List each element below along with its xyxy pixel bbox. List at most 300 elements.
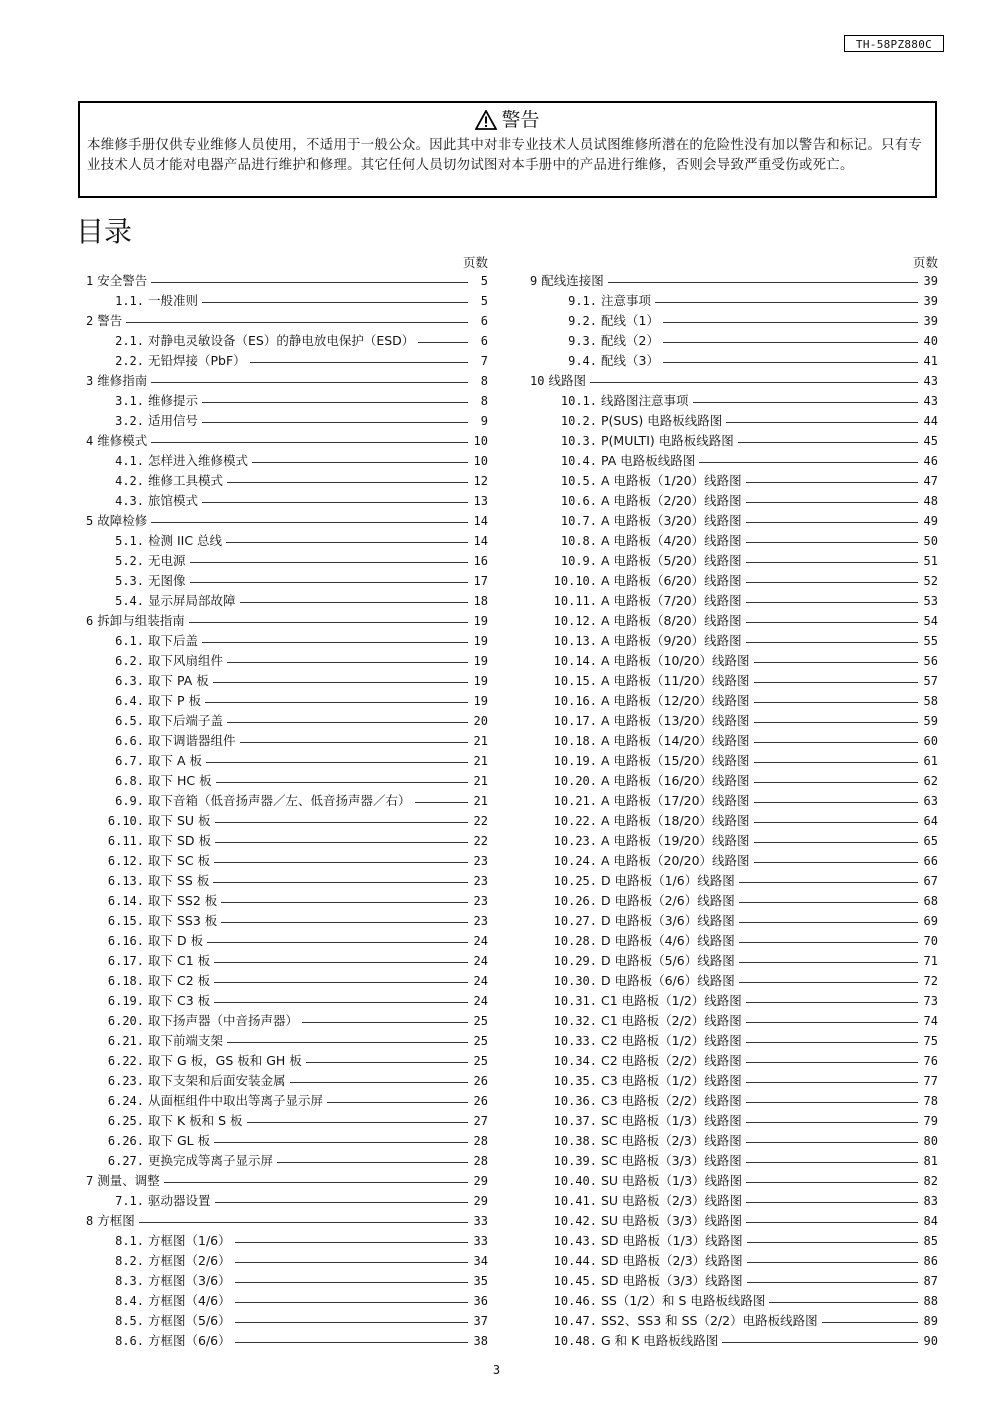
toc-leader-line: [746, 582, 918, 583]
toc-entry-number: 10.13.: [553, 634, 597, 648]
toc-entry-title: PA 电路板线路图: [601, 453, 696, 468]
toc-entry[interactable]: [86, 1191, 488, 1211]
toc-leader-line: [214, 1002, 468, 1003]
toc-entry-number: 8.5.: [115, 1314, 144, 1328]
toc-entry-title: C2 电路板（2/2）线路图: [601, 1053, 742, 1068]
toc-leader-line: [214, 962, 468, 963]
toc-entry-page: 9: [480, 414, 488, 428]
toc-entry-title: 取下风扇组件: [148, 653, 224, 668]
toc-entry-title: 配线连接图: [541, 273, 604, 288]
toc-entry-title: 取下 SU 板: [148, 813, 211, 828]
toc-entry[interactable]: [530, 1011, 938, 1031]
toc-leader-line: [746, 1102, 918, 1103]
toc-entry[interactable]: [530, 651, 938, 671]
toc-entry-title: SU 电路板（3/3）线路图: [601, 1213, 743, 1228]
toc-leader-line: [214, 982, 468, 983]
toc-entry[interactable]: [530, 951, 938, 971]
toc-leader-line: [235, 1342, 468, 1343]
toc-entry-title: 检测 IIC 总线: [148, 533, 223, 548]
toc-leader-line: [738, 442, 918, 443]
toc-entry-page: 19: [473, 654, 488, 668]
toc-entry[interactable]: [530, 671, 938, 691]
toc-entry-title: 方框图（2/6）: [148, 1253, 231, 1268]
toc-entry[interactable]: [86, 1291, 488, 1311]
toc-entry-page: 21: [473, 734, 488, 748]
toc-entry[interactable]: [530, 731, 938, 751]
toc-leader-line: [663, 362, 918, 363]
toc-entry-number: 2.1.: [115, 334, 144, 348]
toc-entry-title: 测量、调整: [97, 1173, 160, 1188]
toc-entry[interactable]: [86, 731, 488, 751]
toc-entry[interactable]: [530, 571, 938, 591]
toc-entry-title: SC 电路板（3/3）线路图: [601, 1153, 742, 1168]
toc-entry[interactable]: [530, 1211, 938, 1231]
toc-entry-title: 取下 D 板: [148, 933, 204, 948]
toc-entry[interactable]: [86, 1311, 488, 1331]
toc-entry-number: 10.37.: [553, 1114, 597, 1128]
toc-leader-line: [151, 442, 468, 443]
warning-text: 本维修手册仅供专业维修人员使用，不适用于一般公众。因此其中对非专业技术人员试图维修所潜在的危险性没有加以警告和标记。只有专业技术人员才能对电器产品进行维护和修理。其它任何人员切勿试图对本手册中的产品进行维修，否则会导致严重受伤或死亡。: [87, 138, 923, 173]
toc-entry-title: 取下音箱（低音扬声器／左、低音扬声器／右）: [148, 793, 411, 808]
toc-entry[interactable]: [530, 871, 938, 891]
toc-leader-line: [747, 1262, 918, 1263]
toc-entry[interactable]: [86, 951, 488, 971]
toc-entry[interactable]: [86, 1071, 488, 1091]
toc-leader-line: [747, 1242, 918, 1243]
toc-entry-title: SC 电路板（2/3）线路图: [601, 1133, 742, 1148]
toc-entry-number: 10.33.: [553, 1034, 597, 1048]
toc-entry-title: A 电路板（2/20）线路图: [601, 493, 742, 508]
toc-entry[interactable]: [86, 591, 488, 611]
toc-leader-line: [151, 522, 468, 523]
toc-entry-title: 取下 SS 板: [148, 873, 210, 888]
toc-entry-number: 6.4.: [115, 694, 144, 708]
toc-entry-title: 更换完成等离子显示屏: [148, 1153, 274, 1168]
toc-leader-line: [754, 822, 918, 823]
toc-entry-number: 6.12.: [107, 854, 144, 868]
toc-entry-title: 无铅焊接（PbF）: [148, 353, 246, 368]
toc-entry-number: 6.2.: [115, 654, 144, 668]
toc-entry-title: 取下 GL 板: [148, 1133, 211, 1148]
toc-entry-page: 8: [480, 374, 488, 388]
toc-leader-line: [746, 1122, 918, 1123]
toc-leader-line: [754, 682, 918, 683]
toc-entry-page: 22: [473, 834, 488, 848]
toc-entry[interactable]: [86, 511, 488, 531]
toc-entry-title: 取下 HC 板: [148, 773, 212, 788]
toc-entry[interactable]: [86, 331, 488, 351]
toc-entry-page: 28: [473, 1154, 488, 1168]
toc-leader-line: [747, 1282, 918, 1283]
toc-leader-line: [746, 542, 918, 543]
toc-entry-number: 10.34.: [553, 1054, 597, 1068]
toc-entry[interactable]: [530, 971, 938, 991]
toc-entry-page: 7: [480, 354, 488, 368]
toc-entry-number: 8.6.: [115, 1334, 144, 1348]
toc-entry-page: 24: [473, 954, 488, 968]
toc-entry-page: 41: [923, 354, 938, 368]
toc-entry[interactable]: [86, 851, 488, 871]
toc-entry-title: 配线（1）: [601, 313, 659, 328]
toc-entry-page: 43: [923, 374, 938, 388]
toc-entry[interactable]: [530, 831, 938, 851]
toc-entry-number: 10.24.: [553, 854, 597, 868]
toc-entry-page: 85: [923, 1234, 938, 1248]
toc-entry[interactable]: [530, 1331, 938, 1351]
toc-entry[interactable]: [86, 1271, 488, 1291]
toc-leader-line: [754, 842, 918, 843]
toc-entry[interactable]: [86, 431, 488, 451]
toc-entry-page: 52: [923, 574, 938, 588]
toc-entry[interactable]: [86, 911, 488, 931]
toc-entry[interactable]: [86, 311, 488, 331]
toc-entry[interactable]: [530, 331, 938, 351]
toc-entry-page: 76: [923, 1054, 938, 1068]
toc-entry-title: 方框图（4/6）: [148, 1293, 231, 1308]
toc-entry[interactable]: [86, 671, 488, 691]
toc-entry[interactable]: [86, 971, 488, 991]
toc-entry-page: 66: [923, 854, 938, 868]
toc-entry-number: 10.20.: [553, 774, 597, 788]
toc-entry-title: 从面框组件中取出等离子显示屏: [148, 1093, 324, 1108]
toc-entry-number: 10.47.: [553, 1314, 597, 1328]
toc-entry[interactable]: [86, 811, 488, 831]
toc-entry[interactable]: [530, 531, 938, 551]
toc-entry-page: 84: [923, 1214, 938, 1228]
toc-entry[interactable]: [86, 371, 488, 391]
toc-leader-line: [746, 1002, 918, 1003]
toc-leader-line: [693, 402, 918, 403]
toc-entry[interactable]: [530, 1191, 938, 1211]
toc-entry-title: A 电路板（18/20）线路图: [601, 813, 750, 828]
toc-entry[interactable]: [530, 891, 938, 911]
toc-leader-line: [247, 1122, 468, 1123]
toc-leader-line: [151, 282, 468, 283]
toc-entry-page: 78: [923, 1094, 938, 1108]
toc-entry[interactable]: [86, 651, 488, 671]
toc-entry-title: 显示屏局部故障: [148, 593, 236, 608]
toc-entry[interactable]: [530, 291, 938, 311]
toc-entry[interactable]: [86, 1211, 488, 1231]
toc-entry-page: 16: [473, 554, 488, 568]
toc-entry-page: 37: [473, 1314, 488, 1328]
toc-entry[interactable]: [530, 1231, 938, 1251]
toc-entry-page: 23: [473, 854, 488, 868]
toc-leader-line: [235, 1242, 468, 1243]
toc-entry[interactable]: [530, 691, 938, 711]
page-label-right: 页数: [912, 255, 938, 270]
toc-entry-number: 10.5.: [560, 474, 597, 488]
toc-entry-page: 81: [923, 1154, 938, 1168]
toc-entry-number: 6.26.: [107, 1134, 144, 1148]
toc-entry[interactable]: [86, 411, 488, 431]
toc-entry-number: 10.31.: [553, 994, 597, 1008]
toc-entry-page: 67: [923, 874, 938, 888]
toc-leader-line: [235, 1302, 468, 1303]
toc-entry[interactable]: [530, 1251, 938, 1271]
toc-entry[interactable]: [86, 1331, 488, 1351]
toc-entry[interactable]: [530, 491, 938, 511]
toc-entry-page: 77: [923, 1074, 938, 1088]
toc-entry-title: SU 电路板（2/3）线路图: [601, 1193, 743, 1208]
toc-entry[interactable]: [86, 391, 488, 411]
toc-leader-line: [746, 602, 918, 603]
toc-entry-number: 8.2.: [115, 1254, 144, 1268]
toc-entry[interactable]: [86, 631, 488, 651]
toc-entry[interactable]: [86, 1171, 488, 1191]
toc-entry-page: 23: [473, 914, 488, 928]
toc-leader-line: [227, 1042, 468, 1043]
toc-entry[interactable]: [530, 1151, 938, 1171]
toc-leader-line: [746, 1042, 918, 1043]
toc-entry[interactable]: [86, 1051, 488, 1071]
toc-entry-number: 6.23.: [107, 1074, 144, 1088]
toc-entry[interactable]: [530, 1071, 938, 1091]
toc-entry-page: 82: [923, 1174, 938, 1188]
toc-entry-title: 线路图: [548, 373, 586, 388]
toc-entry[interactable]: [530, 1271, 938, 1291]
toc-entry[interactable]: [86, 891, 488, 911]
toc-entry-number: 10.12.: [553, 614, 597, 628]
toc-entry-page: 54: [923, 614, 938, 628]
toc-entry-number: 3: [86, 374, 94, 388]
toc-entry-title: 取下调谐器组件: [148, 733, 236, 748]
toc-entry[interactable]: [530, 751, 938, 771]
toc-leader-line: [240, 602, 468, 603]
toc-entry[interactable]: [86, 1251, 488, 1271]
toc-entry[interactable]: [86, 451, 488, 471]
toc-entry-title: 取下 SC 板: [148, 853, 211, 868]
toc-entry[interactable]: [530, 791, 938, 811]
toc-entry-page: 23: [473, 894, 488, 908]
toc-entry-page: 23: [473, 874, 488, 888]
toc-entry-number: 4.2.: [115, 474, 144, 488]
toc-entry[interactable]: [530, 391, 938, 411]
toc-entry[interactable]: [530, 1131, 938, 1151]
toc-entry[interactable]: [530, 1031, 938, 1051]
toc-entry[interactable]: [86, 831, 488, 851]
toc-entry[interactable]: [86, 691, 488, 711]
toc-entry[interactable]: [530, 711, 938, 731]
toc-entry[interactable]: [86, 271, 488, 291]
toc-entry[interactable]: [86, 1131, 488, 1151]
toc-entry-page: 12: [473, 474, 488, 488]
toc-entry-page: 74: [923, 1014, 938, 1028]
toc-entry[interactable]: [530, 351, 938, 371]
toc-entry-page: 21: [473, 754, 488, 768]
toc-entry[interactable]: [86, 471, 488, 491]
toc-entry-page: 19: [473, 674, 488, 688]
toc-leader-line: [252, 462, 468, 463]
toc-entry-page: 27: [473, 1114, 488, 1128]
toc-entry-number: 10.11.: [553, 594, 597, 608]
toc-entry-page: 20: [473, 714, 488, 728]
toc-entry-page: 24: [473, 974, 488, 988]
toc-entry-title: 方框图（6/6）: [148, 1333, 231, 1348]
toc-entry-page: 57: [923, 674, 938, 688]
toc-entry-number: 5.3.: [115, 574, 144, 588]
toc-entry-title: 旅馆模式: [148, 493, 199, 508]
toc-entry-number: 10.18.: [553, 734, 597, 748]
toc-entry-title: SS2、SS3 和 SS（2/2）电路板线路图: [601, 1313, 818, 1328]
toc-leader-line: [215, 822, 468, 823]
toc-entry-title: SU 电路板（1/3）线路图: [601, 1173, 743, 1188]
toc-entry-page: 58: [923, 694, 938, 708]
toc-entry[interactable]: [86, 1011, 488, 1031]
toc-entry-page: 86: [923, 1254, 938, 1268]
toc-entry[interactable]: [86, 571, 488, 591]
toc-entry-page: 50: [923, 534, 938, 548]
toc-entry[interactable]: [530, 931, 938, 951]
toc-entry-title: A 电路板（7/20）线路图: [601, 593, 742, 608]
model-number: TH-58PZ880C: [844, 35, 944, 52]
toc-leader-line: [190, 562, 468, 563]
toc-entry[interactable]: [86, 871, 488, 891]
toc-entry-title: 取下 K 板和 S 板: [148, 1113, 243, 1128]
toc-leader-line: [746, 1062, 918, 1063]
toc-entry-number: 10.48.: [553, 1334, 597, 1348]
toc-entry-title: D 电路板（2/6）线路图: [601, 893, 735, 908]
toc-entry-number: 3.1.: [115, 394, 144, 408]
toc-entry-title: C1 电路板（1/2）线路图: [601, 993, 742, 1008]
toc-entry-title: 警告: [97, 313, 123, 328]
toc-entry[interactable]: [86, 351, 488, 371]
toc-entry-number: 10.44.: [553, 1254, 597, 1268]
toc-entry-number: 2: [86, 314, 94, 328]
toc-entry[interactable]: [86, 1031, 488, 1051]
toc-entry-title: G 和 K 电路板线路图: [601, 1333, 719, 1348]
toc-leader-line: [754, 742, 918, 743]
toc-entry[interactable]: [530, 511, 938, 531]
toc-entry[interactable]: [530, 1051, 938, 1071]
toc-leader-line: [739, 882, 918, 883]
toc-entry-title: 取下 A 板: [148, 753, 202, 768]
toc-entry-title: 取下 G 板，GS 板和 GH 板: [148, 1053, 302, 1068]
toc-entry[interactable]: [530, 371, 938, 391]
toc-leader-line: [746, 1182, 918, 1183]
toc-entry[interactable]: [530, 451, 938, 471]
toc-entry[interactable]: [530, 611, 938, 631]
toc-entry-page: 39: [923, 314, 938, 328]
toc-entry[interactable]: [530, 311, 938, 331]
toc-entry-page: 55: [923, 634, 938, 648]
toc-entry-number: 6.7.: [115, 754, 144, 768]
toc-entry-number: 8.4.: [115, 1294, 144, 1308]
toc-entry-page: 26: [473, 1094, 488, 1108]
toc-leader-line: [235, 1282, 468, 1283]
toc-leader-line: [746, 502, 918, 503]
toc-entry-title: 适用信号: [148, 413, 199, 428]
toc-entry-title: A 电路板（8/20）线路图: [601, 613, 742, 628]
toc-entry-number: 5: [86, 514, 94, 528]
toc-entry[interactable]: [530, 991, 938, 1011]
toc-entry[interactable]: [530, 631, 938, 651]
toc-entry[interactable]: [530, 591, 938, 611]
toc-leader-line: [754, 722, 918, 723]
toc-entry-title: SS（1/2）和 S 电路板线路图: [601, 1293, 766, 1308]
toc-entry-number: 6.21.: [107, 1034, 144, 1048]
toc-entry-page: 28: [473, 1134, 488, 1148]
toc-entry[interactable]: [530, 471, 938, 491]
toc-entry[interactable]: [86, 291, 488, 311]
toc-entry[interactable]: [530, 1171, 938, 1191]
toc-entry[interactable]: [530, 271, 938, 291]
toc-entry[interactable]: [86, 711, 488, 731]
toc-entry[interactable]: [86, 931, 488, 951]
toc-entry-page: 80: [923, 1134, 938, 1148]
toc-leader-line: [227, 482, 468, 483]
toc-leader-line: [151, 382, 468, 383]
toc-entry-number: 4.1.: [115, 454, 144, 468]
toc-leader-line: [754, 862, 918, 863]
toc-entry[interactable]: [530, 1111, 938, 1131]
toc-entry-page: 40: [923, 334, 938, 348]
toc-leader-line: [202, 502, 468, 503]
toc-entry-title: 取下 C1 板: [148, 953, 211, 968]
toc-entry-number: 10.2.: [560, 414, 597, 428]
toc-entry-number: 7: [86, 1174, 94, 1188]
toc-entry-page: 49: [923, 514, 938, 528]
toc-entry[interactable]: [530, 771, 938, 791]
warning-box: [78, 101, 937, 198]
toc-entry[interactable]: [530, 811, 938, 831]
toc-leader-line: [202, 402, 468, 403]
toc-entry[interactable]: [530, 551, 938, 571]
toc-entry-number: 6.14.: [107, 894, 144, 908]
toc-entry-page: 45: [923, 434, 938, 448]
toc-entry-number: 2.2.: [115, 354, 144, 368]
toc-leader-line: [290, 1082, 468, 1083]
toc-leader-line: [754, 782, 918, 783]
toc-entry[interactable]: [86, 791, 488, 811]
toc-entry[interactable]: [530, 1291, 938, 1311]
toc-entry[interactable]: [530, 411, 938, 431]
toc-leader-line: [250, 362, 468, 363]
toc-leader-line: [726, 422, 918, 423]
toc-entry[interactable]: [86, 1151, 488, 1171]
toc-entry[interactable]: [86, 1231, 488, 1251]
toc-entry[interactable]: [86, 551, 488, 571]
toc-entry-title: 取下 C2 板: [148, 973, 211, 988]
toc-entry-number: 10.15.: [553, 674, 597, 688]
toc-leader-line: [739, 982, 918, 983]
toc-entry[interactable]: [530, 851, 938, 871]
toc-entry[interactable]: [530, 911, 938, 931]
toc-leader-line: [590, 382, 918, 383]
toc-entry[interactable]: [530, 431, 938, 451]
toc-entry[interactable]: [86, 771, 488, 791]
toc-entry[interactable]: [86, 991, 488, 1011]
toc-entry[interactable]: [86, 1111, 488, 1131]
toc-entry[interactable]: [86, 751, 488, 771]
toc-entry[interactable]: [530, 1091, 938, 1111]
toc-column-left: [86, 255, 488, 1351]
toc-entry-page: 48: [923, 494, 938, 508]
toc-entry[interactable]: [86, 1091, 488, 1111]
toc-entry-title: A 电路板（13/20）线路图: [601, 713, 750, 728]
toc-entry-page: 19: [473, 634, 488, 648]
toc-entry-number: 10.29.: [553, 954, 597, 968]
toc-leader-line: [739, 922, 918, 923]
toc-entry[interactable]: [86, 611, 488, 631]
page-label-left: 页数: [462, 255, 488, 270]
toc-entry[interactable]: [86, 531, 488, 551]
toc-entry-title: 方框图（3/6）: [148, 1273, 231, 1288]
toc-leader-line: [215, 842, 468, 843]
toc-entry[interactable]: [530, 1311, 938, 1331]
toc-entry-number: 6.19.: [107, 994, 144, 1008]
toc-entry[interactable]: [86, 491, 488, 511]
